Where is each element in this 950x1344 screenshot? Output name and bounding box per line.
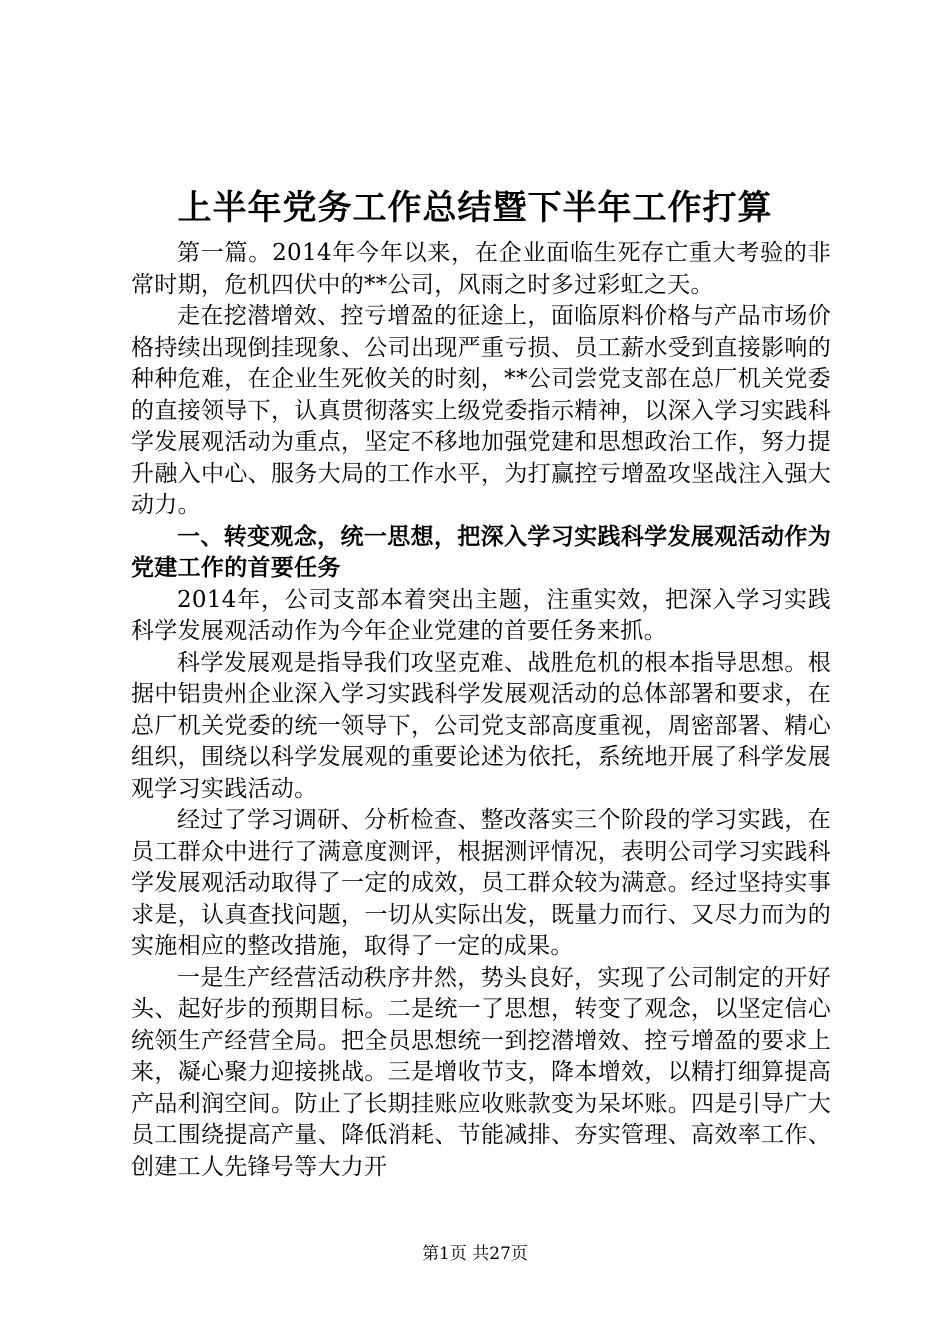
paragraph: 科学发展观是指导我们攻坚克难、战胜危机的根本指导思想。根据中铝贵州企业深入学习实践科学发展观活动的总体部署和要求，在总厂机关党委的统一领导下，公司党支部高度重视，周密部署、精心组织，围绕以科学发展观的重要论述为依托，系统地开展了科学发展观学习实践活动。 xyxy=(131,649,831,802)
paragraph: 一是生产经营活动秩序井然，势头良好，实现了公司制定的开好头、起好步的预期目标。二是统一了思想，转变了观念，以坚定信心统领生产经营全局。把全员思想统一到挖潜增效、控亏增盈的要求上来，凝心聚力迎接挑战。三是增收节支，降本增效，以精打细算提高产品利润空间。防止了长期挂账应收账款变为呆坏账。四是引导广大员工围绕提高产量、降低消耗、节能减排、夯实管理、高效率工作、创建工人先锋号等大力开 xyxy=(131,964,831,1180)
paragraph: 经过了学习调研、分析检查、整改落实三个阶段的学习实践，在员工群众中进行了满意度测评，根据测评情况，表明公司学习实践科学发展观活动取得了一定的成效，员工群众较为满意。经过坚持实事求是，认真查找问题，一切从实际出发，既量力而行、又尽力而为的实施相应的整改措施，取得了一定的成果。 xyxy=(131,807,831,959)
document-body xyxy=(131,238,831,1183)
paragraph: 走在挖潜增效、控亏增盈的征途上，面临原料价格与产品市场价格持续出现倒挂现象、公司出现严重亏损、员工薪水受到直接影响的种种危难，在企业生死攸关的时刻，**公司尝党支部在总厂机关党委的直接领导下，认真贯彻落实上级党委指示精神，以深入学习实践科学发展观活动为重点，坚定不移地加强党建和思想政治工作，努力提升融入中心、服务大局的工作水平，为打赢控亏增盈攻坚战注入强大动力。 xyxy=(131,303,831,518)
document-title: 上半年党务工作总结暨下半年工作打算 xyxy=(177,188,773,228)
paragraph: 2014年，公司支部本着突出主题，注重实效，把深入学习实践科学发展观活动作为今年企业党建的首要任务来抓。 xyxy=(131,586,831,644)
page-number-footer: 第1页 共27页 xyxy=(422,1244,528,1264)
section-heading: 一、转变观念，统一思想，把深入学习实践科学发展观活动作为党建工作的首要任务 xyxy=(131,523,831,581)
paragraph: 第一篇。2014年今年以来，在企业面临生死存亡重大考验的非常时期，危机四伏中的**公司，风雨之时多过彩虹之天。 xyxy=(131,240,831,298)
